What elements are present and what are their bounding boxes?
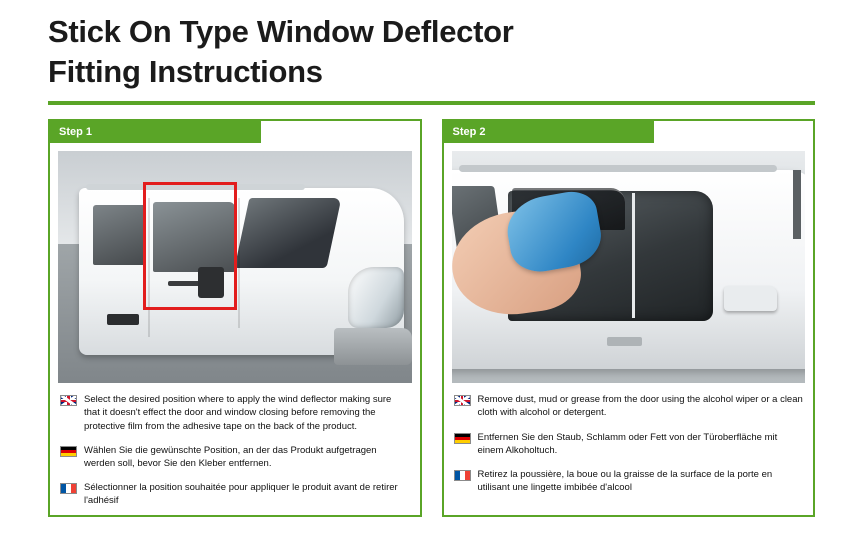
instruction-row-en [60, 393, 410, 432]
instruction-row-fr-2 [454, 468, 804, 494]
step-1-header: Step 1 [50, 121, 261, 143]
step-1-photo [58, 151, 412, 383]
steps-container [0, 105, 859, 517]
instruction-text-de: Wählen Sie die gewünschte Position, an der das Produkt aufgetragen werden soll, bevor Sie den Kleber entfernen. [84, 444, 377, 469]
instruction-text-fr-2: Retirez la poussière, la boue ou la graisse de la surface de la porte en utilisant une lingette imbibée d'alcool [477, 468, 773, 493]
step-card-2 [442, 119, 816, 517]
germany-flag-icon [60, 446, 77, 457]
title-line-1: Stick On Type Window Deflector [48, 14, 514, 49]
step-2-photo [452, 151, 806, 383]
side-mirror-2 [724, 286, 777, 312]
window-divider [632, 193, 635, 318]
instruction-text-en-2: Remove dust, mud or grease from the door using the alcohol wiper or a clean cloth with alcohol or detergent. [477, 394, 803, 419]
door-handle-2 [607, 337, 642, 346]
background-pole [793, 170, 802, 240]
windshield [234, 198, 341, 268]
step-1-instructions [50, 383, 420, 515]
step-2-instructions [444, 383, 814, 502]
title-line-2: Fitting Instructions [48, 53, 323, 89]
step-2-header: Step 2 [444, 121, 655, 143]
door-handle [107, 314, 139, 326]
instruction-text-en: Select the desired position where to apply the wind deflector making sure that it doesn't effect the door and window closing before removing the protective film from the adhesive tape on the back of the product. [84, 394, 392, 432]
van-roofline-2 [459, 165, 777, 172]
instruction-row-de-2 [454, 431, 804, 457]
highlight-box-icon [143, 182, 237, 311]
step-card-1 [48, 119, 422, 517]
instruction-text-de-2: Entfernen Sie den Staub, Schlamm oder Fett von der Türoberfläche mit einem Alkoholtuch. [477, 431, 778, 456]
instruction-row-en-2 [454, 393, 804, 419]
germany-flag-icon [454, 433, 471, 444]
instruction-row-de [60, 444, 410, 470]
uk-flag-icon [454, 395, 471, 406]
instruction-text-fr: Sélectionner la position souhaitée pour appliquer le produit avant de retirer l'adhésif [84, 481, 398, 506]
front-door-seam [238, 198, 240, 328]
france-flag-icon [454, 470, 471, 481]
instruction-row-fr [60, 481, 410, 507]
uk-flag-icon [60, 395, 77, 406]
front-bumper [334, 328, 412, 365]
france-flag-icon [60, 483, 77, 494]
headlight [348, 267, 405, 327]
page-title [0, 0, 859, 91]
rear-window [93, 205, 146, 265]
